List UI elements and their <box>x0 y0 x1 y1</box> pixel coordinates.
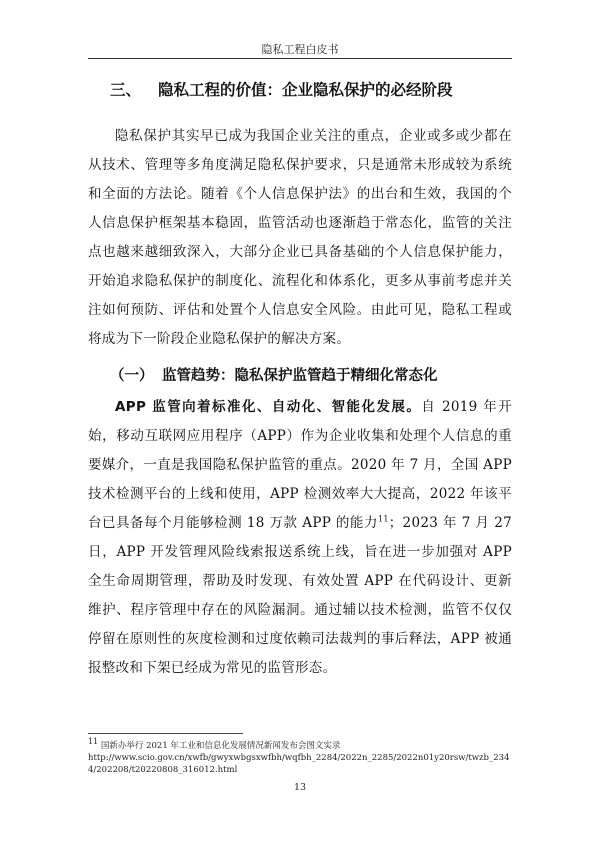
paragraph-intro: 隐私保护其实早已成为我国企业关注的重点，企业或多或少都在从技术、管理等多角度满足隐私保护要求，只是通常未形成较为系统和全面的方法论。随着《个人信息保护法》的出台和生效，我国的个人信息保护框架基本稳固，监管活动也逐渐趋于常态化，监管的关注点也越来越细致深入，大部分企业已具备基础的个人信息保护能力，开始追求隐私保护的制度化、流程化和体系化，更多从事前考虑并关注如何预防、评估和处置个人信息安全风险。由此可见，隐私工程或将成为下一阶段企业隐私保护的解决方案。 <box>88 128 512 347</box>
page-number: 13 <box>293 782 307 793</box>
section-number: 三、 <box>110 81 142 99</box>
subsection-title: 监管趋势：隐私保护监管趋于精细化常态化 <box>162 368 438 384</box>
paragraph-text-part1: 自 2019 年开始，移动互联网应用程序（APP）作为企业收集和处理个人信息的重要媒介，一直是我国隐私保护监管的重点。2020 年 7 月，全国 APP 技术检测平台的上线和使用，APP 检测效率大大提高，2022 年该平台已具备每个月能够检测 18 万款 APP 的能力 <box>88 399 512 531</box>
section-title: 隐私工程的价值：企业隐私保护的必经阶段 <box>158 81 453 99</box>
header-title: 隐私工程白皮书 <box>261 43 339 56</box>
footnote-url[interactable]: http://www.scio.gov.cn/xwfb/gwyxwbgsxwfbh/wqfbh_2284/2022n_2285/2022n01y20rsw/twzb_2344/202208/t20220808_316012.html <box>88 753 510 775</box>
section-heading <box>110 78 512 100</box>
footnote-text: 国新办举行 2021 年工业和信息化发展情况新闻发布会图文实录 <box>98 741 341 751</box>
subsection-number: （一） <box>110 368 154 384</box>
paragraph-text-part2: ；2023 年 7 月 27 日，APP 开发管理风险线索报送系统上线，旨在进一步加强对 APP 全生命周期管理，帮助及时发现、有效处置 APP 在代码设计、更新维护、程序管理中存在的风险漏洞。通过辅以技术检测，监管不仅仅停留在原则性的灰度检测和过度依赖司法裁判的事后释法，APP 被通报整改和下架已经成为常见的监管形态。 <box>88 515 512 676</box>
footnote-reference[interactable]: 11 <box>377 514 389 524</box>
footnote-divider <box>88 733 243 734</box>
page-body <box>88 78 512 683</box>
page-header <box>88 38 512 59</box>
paragraph-app-regulation <box>88 393 512 683</box>
paragraph-lead: APP 监管向着标准化、自动化、智能化发展。 <box>115 399 422 415</box>
subsection-heading <box>110 364 512 385</box>
footnote-marker: 11 <box>88 737 99 747</box>
footnote <box>88 737 512 776</box>
